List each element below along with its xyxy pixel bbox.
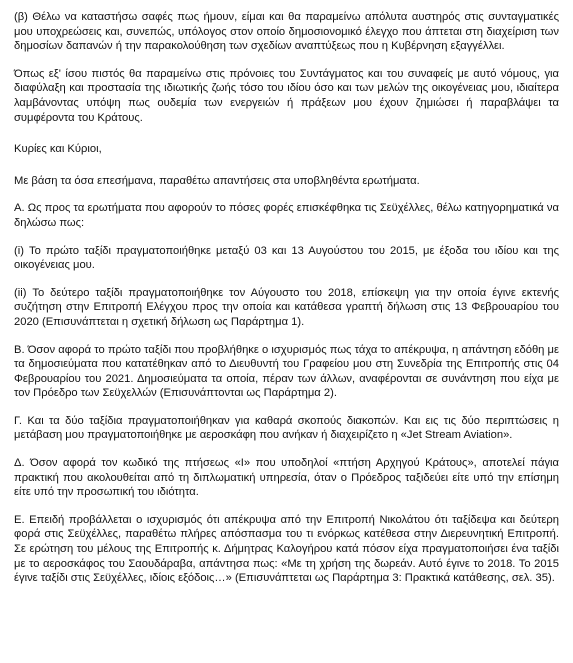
paragraph-section-e: Ε. Επειδή προβάλλεται ο ισχυρισμός ότι απέκρυψα από την Επιτροπή Νικολάτου ότι ταξίδεψα και δεύτερη φορά στις Σεϋχέλλες, παραθέτω πλήρες απόσπασμα του τι ενόρκως κατέθεσα στην Διερευνητική Επιτροπή. Σε ερώτηση του μέλους της Επιτροπής κ. Δήμητρας Καλογήρου κατά πόσον είχα πραγματοποιήσει ένα ταξίδι με το αεροσκάφος του Σαουδάραβα, απάντησα πως: «Με τη χρήση της δωρεάν. Αυτό έγινε το 2018. Το 2015 έγινε ταξίδι στις Σεϋχέλλες, ιδίοις εξόδοις…» (Επισυνάπτεται ως Παράρτημα 3: Πρακτικά κατάθεσης, σελ. 35). [14, 513, 559, 585]
paragraph-section-a: Α. Ως προς τα ερωτήματα που αφορούν το πόσες φορές επισκέφθηκα τις Σεϋχέλλες, θέλω κατηγορηματικά να δηλώσω πως: [14, 202, 559, 229]
paragraph-section-d: Δ. Όσον αφορά τον κωδικό της πτήσεως «Ι» που υποδηλοί «πτήση Αρχηγού Κράτους», αποτελεί πάγια πρακτική που ακολουθείται από τη διπλωματική υπηρεσία, όταν ο Πρόεδρος ταξιδεύει είτε υπό την επίσημη είτε υπό την προσωπική του ιδιότητα. [14, 457, 559, 499]
paragraph-item-i: (i) Το πρώτο ταξίδι πραγματοποιήθηκε μεταξύ 03 και 13 Αυγούστου του 2015, με έξοδα του ιδίου και της οικογένειας μου. [14, 244, 559, 272]
paragraph-section-c: Γ. Και τα δύο ταξίδια πραγματοποιήθηκαν για καθαρά σκοπούς διακοπών. Και εις τις δύο περιπτώσεις η μετάβαση μου πραγματοποιήθηκε με αεροσκάφη που ανήκαν ή διαχειρίζετο η «Jet Stream Aviation». [14, 414, 559, 442]
paragraph-privacy: Όπως εξ' ίσου πιστός θα παραμείνω στις πρόνοιες του Συντάγματος και του συναφείς με αυτό νόμους, για διαφύλαξη και προστασία της ιδιωτικής ζωής τόσο του ιδίου όσο και των μελών της οικογένειας μου, ιδιαίτερα λαμβάνοντας υπόψη πως ουδεμία των ενεργειών ή πράξεων μου έχουν ζημιώσει ή παραβλάψει τα συμφέροντα του Κράτους. [14, 67, 559, 124]
salutation: Κυρίες και Κύριοι, [14, 143, 102, 156]
paragraph-item-ii: (ii) Το δεύτερο ταξίδι πραγματοποιήθηκε τον Αύγουστο του 2018, επίσκεψη για την οποία έγινε εκτενής συζήτηση στην Επιτροπή Ελέγχου προς την οποία και κατάθεσα γραπτή δήλωση στις 13 Φεβρουαρίου του 2020 (Επισυνάπτεται η σχετική δήλωση ως Παράρτημα 1). [14, 286, 559, 328]
paragraph-beta-commitment: (β) Θέλω να καταστήσω σαφές πως ήμουν, είμαι και θα παραμείνω απόλυτα αυστηρός στις συνταγματικές μου υποχρεώσεις και, συνεπώς, υπόλογος στον οποίο δημοσιονομικό έλεγχο που άπτεται στη διαχείριση των δημοσίων δαπανών ή την παρακολούθηση των σχεδίων αναπτύξεως που η Κυβέρνηση εξαγγέλλει. [14, 11, 559, 53]
paragraph-section-b: Β. Όσον αφορά το πρώτο ταξίδι που προβλήθηκε ο ισχυρισμός πως τάχα το απέκρυψα, η απάντηση εδόθη με τα δημοσιεύματα που κατατέθηκαν από το Διευθυντή του Γραφείου μου στη Συνεδρία της Επιτροπής στις 04 Φεβρουαρίου του 2021. Δημοσιεύματα τα οποία, πέραν των άλλων, αναφέρονται σε συνάντηση που είχα με τον Πρόεδρο των Σεϋχελλών (Επισυνάπτονται ως Παράρτημα 2). [14, 343, 559, 400]
paragraph-intro-answers: Με βάση τα όσα επεσήμανα, παραθέτω απαντήσεις στα υποβληθέντα ερωτήματα. [14, 174, 420, 187]
